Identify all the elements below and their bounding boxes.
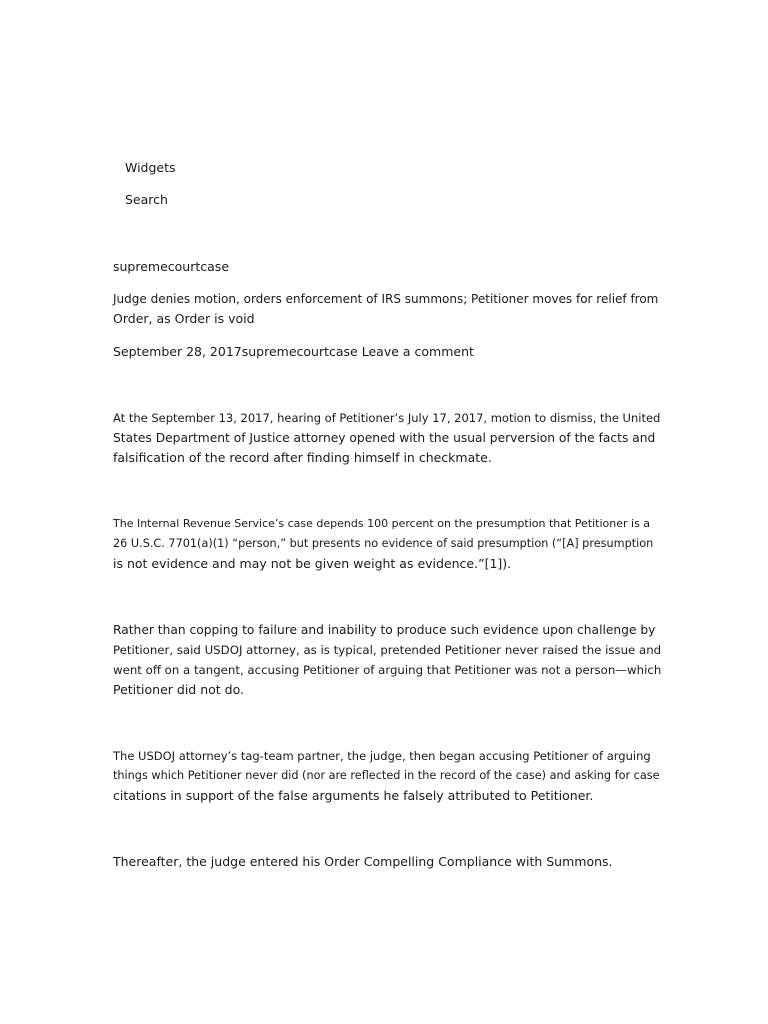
post-title-line: Order, as Order is void xyxy=(113,311,255,326)
paragraph-line: Petitioner did not do. xyxy=(113,682,244,697)
paragraph-line: Rather than copping to failure and inability to produce such evidence upon challenge by xyxy=(113,623,656,637)
search-link[interactable]: Search xyxy=(125,192,168,207)
post-meta xyxy=(113,342,661,362)
post-author[interactable]: supremecourtcase xyxy=(241,344,358,359)
paragraph-line: went off on a tangent, accusing Petitioner of arguing that Petitioner was not a person—which xyxy=(113,663,662,677)
paragraph-line: citations in support of the false arguments he falsely attributed to Petitioner. xyxy=(113,788,594,803)
paragraph-line: is not evidence and may not be given weight as evidence.”[1]). xyxy=(113,556,512,571)
paragraph-line: The USDOJ attorney’s tag-team partner, the judge, then began accusing Petitioner of arguing xyxy=(113,749,651,763)
paragraph-line: falsification of the record after finding himself in checkmate. xyxy=(113,450,492,465)
post-date[interactable]: September 28, 2017 xyxy=(113,344,242,359)
post-title[interactable] xyxy=(113,289,661,329)
paragraph-line: Petitioner, said USDOJ attorney, as is typical, pretended Petitioner never raised the issue and xyxy=(113,643,662,657)
paragraph-line: things which Petitioner never did (nor are reflected in the record of the case) and asking for case xyxy=(113,769,660,782)
paragraph-line: Thereafter, the judge entered his Order Compelling Compliance with Summons. xyxy=(113,854,613,869)
paragraph-line: 26 U.S.C. 7701(a)(1) “person,” but presents no evidence of said presumption (“[A] presumption xyxy=(113,537,654,550)
paragraph xyxy=(113,514,661,574)
leave-comment-link[interactable]: Leave a comment xyxy=(361,344,474,359)
paragraph xyxy=(113,620,661,700)
paragraph-line: At the September 13, 2017, hearing of Petitioner’s July 17, 2017, motion to dismiss, the United xyxy=(113,411,661,425)
post-title-line: Judge denies motion, orders enforcement of IRS summons; Petitioner moves for relief from xyxy=(113,292,659,306)
paragraph-line: The Internal Revenue Service’s case depends 100 percent on the presumption that Petitioner is a xyxy=(113,517,651,530)
paragraph xyxy=(113,746,661,806)
paragraph-line: States Department of Justice attorney opened with the usual perversion of the facts and xyxy=(113,431,656,445)
paragraph xyxy=(113,408,661,468)
site-title[interactable]: supremecourtcase xyxy=(113,259,230,274)
widgets-link[interactable]: Widgets xyxy=(125,160,176,175)
paragraph xyxy=(113,852,661,872)
